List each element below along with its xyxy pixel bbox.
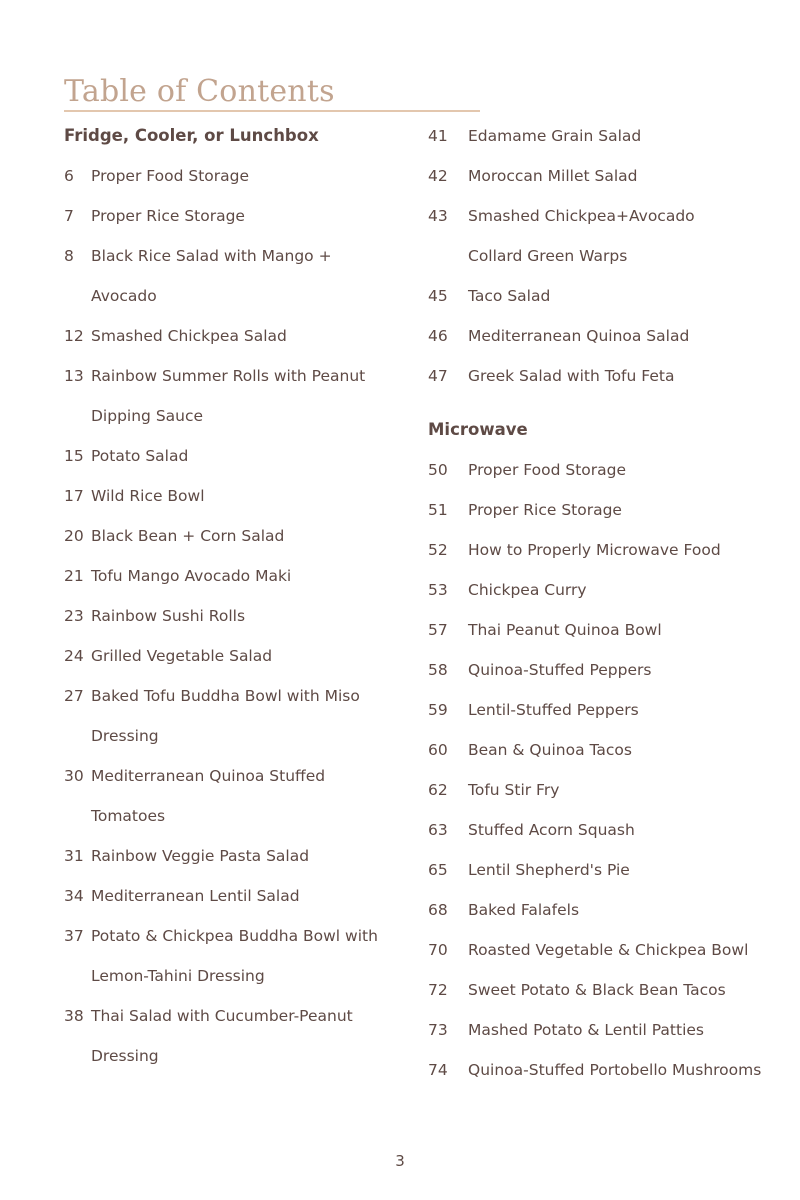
toc-column-right <box>428 116 800 1090</box>
toc-entry[interactable] <box>428 450 800 490</box>
title-divider <box>64 110 480 112</box>
toc-entry-title: Black Rice Salad with Mango + Avocado <box>91 247 332 305</box>
toc-entry-title: Greek Salad with Tofu Feta <box>468 367 675 385</box>
toc-entry-title: Roasted Vegetable & Chickpea Bowl <box>468 941 749 959</box>
toc-entry-title: Smashed Chickpea Salad <box>91 327 287 345</box>
toc-entry-title: Mashed Potato & Lentil Patties <box>468 1021 704 1039</box>
toc-entry[interactable] <box>64 316 404 356</box>
toc-entry-title: Thai Peanut Quinoa Bowl <box>468 621 662 639</box>
toc-entry[interactable] <box>428 930 800 970</box>
section-heading-microwave: Microwave <box>428 420 528 439</box>
toc-page-number: 68 <box>428 901 448 919</box>
toc-page-number: 47 <box>428 367 448 385</box>
toc-list-microwave <box>428 450 800 1090</box>
toc-page-number: 41 <box>428 127 448 145</box>
toc-page-number: 51 <box>428 501 448 519</box>
toc-page-number: 60 <box>428 741 448 759</box>
toc-entry-title: Potato & Chickpea Buddha Bowl with Lemon-Tahini Dressing <box>91 927 378 985</box>
toc-page-number: 57 <box>428 621 448 639</box>
toc-page-number: 72 <box>428 981 448 999</box>
toc-page-number: 50 <box>428 461 448 479</box>
toc-page-number: 34 <box>64 887 84 905</box>
toc-page-number: 65 <box>428 861 448 879</box>
toc-entry-title: Mediterranean Lentil Salad <box>91 887 300 905</box>
toc-page-number: 58 <box>428 661 448 679</box>
toc-page-number: 30 <box>64 767 84 785</box>
toc-entry[interactable] <box>428 1010 800 1050</box>
toc-list-fridge-continued <box>428 116 800 396</box>
toc-entry[interactable] <box>428 276 800 316</box>
toc-entry-title: Sweet Potato & Black Bean Tacos <box>468 981 726 999</box>
toc-page-number: 27 <box>64 687 84 705</box>
page-title: Table of Contents <box>64 74 335 109</box>
toc-entry-title: Mediterranean Quinoa Stuffed Tomatoes <box>91 767 326 825</box>
toc-entry[interactable] <box>428 316 800 356</box>
toc-page-number: 73 <box>428 1021 448 1039</box>
toc-entry-title: Lentil Shepherd's Pie <box>468 861 630 879</box>
toc-entry[interactable] <box>428 156 800 196</box>
toc-entry[interactable] <box>428 490 800 530</box>
toc-entry[interactable] <box>64 556 404 596</box>
toc-entry[interactable] <box>64 596 404 636</box>
toc-entry[interactable] <box>428 690 800 730</box>
toc-entry-title: Rainbow Sushi Rolls <box>91 607 246 625</box>
toc-page-number: 43 <box>428 207 448 225</box>
toc-entry[interactable] <box>64 236 404 316</box>
toc-entry-title: Tofu Stir Fry <box>468 781 560 799</box>
toc-entry-title: Chickpea Curry <box>468 581 587 599</box>
toc-entry-title: Proper Rice Storage <box>91 207 245 225</box>
toc-entry-title: How to Properly Microwave Food <box>468 541 721 559</box>
section-heading-fridge: Fridge, Cooler, or Lunchbox <box>64 126 319 145</box>
toc-entry[interactable] <box>64 356 404 436</box>
toc-entry-title: Stuffed Acorn Squash <box>468 821 635 839</box>
toc-entry-title: Baked Tofu Buddha Bowl with Miso Dressing <box>91 687 360 745</box>
toc-entry[interactable] <box>428 970 800 1010</box>
toc-page-number: 21 <box>64 567 84 585</box>
toc-entry-title: Taco Salad <box>468 287 551 305</box>
toc-entry-title: Quinoa-Stuffed Portobello Mushrooms <box>468 1061 762 1079</box>
toc-entry-title: Potato Salad <box>91 447 189 465</box>
toc-entry[interactable] <box>428 356 800 396</box>
toc-entry[interactable] <box>64 516 404 556</box>
toc-page-number: 74 <box>428 1061 448 1079</box>
toc-entry[interactable] <box>428 116 800 156</box>
toc-entry-title: Proper Food Storage <box>91 167 250 185</box>
toc-entry-title: Grilled Vegetable Salad <box>91 647 273 665</box>
toc-entry-title: Rainbow Summer Rolls with Peanut Dipping Sauce <box>91 367 366 425</box>
toc-entry[interactable] <box>428 530 800 570</box>
toc-page-number: 20 <box>64 527 84 545</box>
toc-page-number: 62 <box>428 781 448 799</box>
toc-column-left <box>64 116 404 1076</box>
toc-entry[interactable] <box>64 756 404 836</box>
toc-entry[interactable] <box>64 476 404 516</box>
toc-page-number: 63 <box>428 821 448 839</box>
toc-page-number: 24 <box>64 647 84 665</box>
toc-page-number: 46 <box>428 327 448 345</box>
toc-entry[interactable] <box>64 996 404 1076</box>
toc-page-number: 37 <box>64 927 84 945</box>
toc-page-number: 45 <box>428 287 448 305</box>
toc-page-number: 23 <box>64 607 84 625</box>
toc-entry-title: Moroccan Millet Salad <box>468 167 638 185</box>
toc-page-number: 15 <box>64 447 84 465</box>
toc-page-number: 53 <box>428 581 448 599</box>
toc-entry-title: Quinoa-Stuffed Peppers <box>468 661 652 679</box>
toc-entry-title: Edamame Grain Salad <box>468 127 642 145</box>
toc-entry[interactable] <box>428 730 800 770</box>
toc-entry[interactable] <box>64 636 404 676</box>
toc-entry-title: Tofu Mango Avocado Maki <box>91 567 292 585</box>
toc-entry[interactable] <box>428 1050 800 1090</box>
toc-entry[interactable] <box>428 610 800 650</box>
toc-page-number: 17 <box>64 487 84 505</box>
toc-page-number: 7 <box>64 207 74 225</box>
toc-entry[interactable] <box>64 916 404 996</box>
toc-page-number: 8 <box>64 247 74 265</box>
toc-entry[interactable] <box>64 676 404 756</box>
toc-entry[interactable] <box>64 876 404 916</box>
toc-entry[interactable] <box>64 836 404 876</box>
toc-entry-title: Rainbow Veggie Pasta Salad <box>91 847 310 865</box>
toc-entry-title: Baked Falafels <box>468 901 580 919</box>
toc-entry-title: Proper Food Storage <box>468 461 627 479</box>
toc-entry[interactable] <box>64 196 404 236</box>
toc-entry[interactable] <box>428 770 800 810</box>
toc-entry[interactable] <box>428 196 800 276</box>
toc-entry-title: Thai Salad with Cucumber-Peanut Dressing <box>91 1007 353 1065</box>
toc-page-number: 13 <box>64 367 84 385</box>
toc-entry-title: Mediterranean Quinoa Salad <box>468 327 690 345</box>
toc-entry-title: Bean & Quinoa Tacos <box>468 741 632 759</box>
toc-page-number: 59 <box>428 701 448 719</box>
toc-entry[interactable] <box>428 890 800 930</box>
toc-page-number: 52 <box>428 541 448 559</box>
toc-list-fridge <box>64 156 404 1076</box>
toc-page-number: 31 <box>64 847 84 865</box>
section-spacer <box>428 396 800 410</box>
toc-page-number: 12 <box>64 327 84 345</box>
toc-page-number: 42 <box>428 167 448 185</box>
toc-entry[interactable] <box>428 850 800 890</box>
toc-page-number: 38 <box>64 1007 84 1025</box>
toc-entry[interactable] <box>64 436 404 476</box>
toc-entry-title: Wild Rice Bowl <box>91 487 205 505</box>
toc-entry[interactable] <box>428 650 800 690</box>
page-number: 3 <box>395 1152 405 1170</box>
toc-entry-title: Lentil-Stuffed Peppers <box>468 701 639 719</box>
toc-entry-title: Proper Rice Storage <box>468 501 622 519</box>
toc-entry[interactable] <box>428 570 800 610</box>
toc-entry-title: Black Bean + Corn Salad <box>91 527 285 545</box>
toc-entry-title: Smashed Chickpea+Avocado Collard Green Warps <box>468 207 695 265</box>
toc-page-number: 6 <box>64 167 74 185</box>
toc-entry[interactable] <box>64 156 404 196</box>
toc-entry[interactable] <box>428 810 800 850</box>
toc-page-number: 70 <box>428 941 448 959</box>
